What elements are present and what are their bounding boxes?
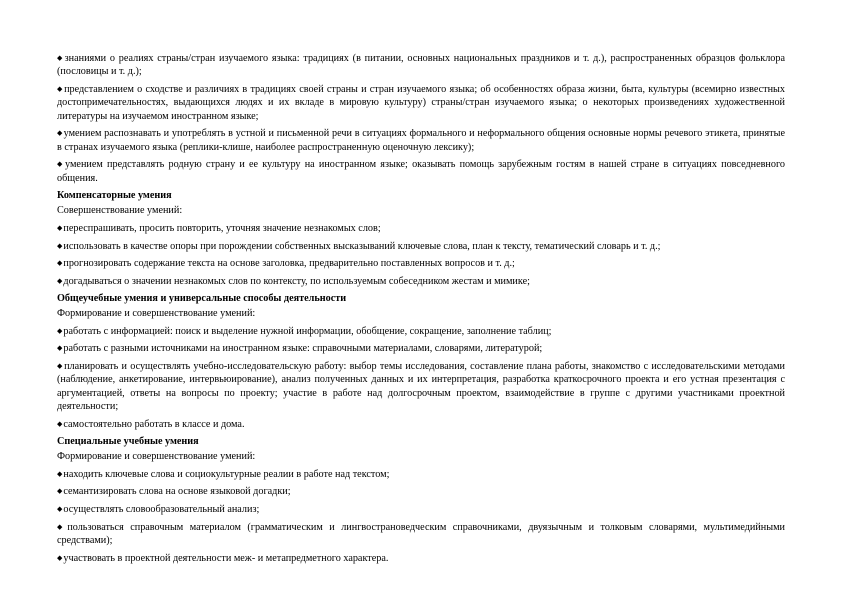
diamond-bullet-icon: ◆ xyxy=(57,326,63,335)
bullet-paragraph xyxy=(57,127,785,154)
bullet-text: представлением о сходстве и различиях в традициях своей страны и стран изучаемого языка; об особенностях образа жизни, быта, культуры (всемирно известных достопримечательностях, выдающихся людях и их вкладе в мировую культуру) страны/стран изучаемого языка; о некоторых произведениях художественной литературы на изучаемом иностранном языке; xyxy=(57,84,785,122)
diamond-bullet-icon: ◆ xyxy=(57,419,63,428)
diamond-bullet-icon: ◆ xyxy=(57,553,63,562)
document-page xyxy=(57,52,785,569)
diamond-bullet-icon: ◆ xyxy=(57,487,63,496)
bullet-text: семантизировать слова на основе языковой догадки; xyxy=(63,486,291,498)
bullet-paragraph xyxy=(57,52,785,79)
bullet-paragraph xyxy=(57,503,785,516)
section-subheading: Формирование и совершенствование умений: xyxy=(57,308,256,320)
bullet-paragraph xyxy=(57,468,785,481)
bullet-text: работать с информацией: поиск и выделение нужной информации, обобщение, сокращение, заполнение таблиц; xyxy=(63,325,552,337)
bullet-text: самостоятельно работать в классе и дома. xyxy=(63,418,245,430)
bullet-paragraph xyxy=(57,325,785,338)
bullet-paragraph xyxy=(57,360,785,414)
bullet-paragraph xyxy=(57,418,785,431)
diamond-bullet-icon: ◆ xyxy=(57,160,65,169)
bullet-text: планировать и осуществлять учебно-исследовательскую работу: выбор темы исследования, составление плана работы, знакомство с исследовательскими методами (наблюдение, анкетирование, интервьюирование), анализ полученных данных и их интерпретация, разработка краткосрочного проекта и его устная презентация с аргументацией, ответы на вопросы по проекту; участие в работе над долгосрочным проектом, взаимодействие в группе с другими участниками проектной деятельности; xyxy=(57,360,785,413)
bullet-text: догадываться о значении незнакомых слов по контексту, по используемым собеседником жестам и мимике; xyxy=(63,275,530,287)
bullet-text: умением представлять родную страну и ее культуру на иностранном языке; оказывать помощь зарубежным гостям в нашей стране в ситуациях повседневного общения. xyxy=(57,159,785,184)
bullet-paragraph xyxy=(57,158,785,185)
bullet-text: участвовать в проектной деятельности меж- и метапредметного характера. xyxy=(63,552,389,564)
bullet-text: прогнозировать содержание текста на основе заголовка, предварительно поставленных вопросов и т. д.; xyxy=(63,258,515,270)
diamond-bullet-icon: ◆ xyxy=(57,276,63,285)
bullet-paragraph xyxy=(57,222,785,235)
bullet-text: использовать в качестве опоры при порождении собственных высказываний ключевые слова, план к тексту, тематический словарь и т. д.; xyxy=(63,240,661,252)
section-heading: Общеучебные умения и универсальные способы деятельности xyxy=(57,293,347,305)
bullet-text: осуществлять словообразовательный анализ; xyxy=(63,504,260,516)
diamond-bullet-icon: ◆ xyxy=(57,505,63,514)
diamond-bullet-icon: ◆ xyxy=(57,522,67,531)
bullet-paragraph xyxy=(57,552,785,565)
section-subheading: Формирование и совершенствование умений: xyxy=(57,451,256,463)
bullet-text: знаниями о реалиях страны/стран изучаемого языка: традициях (в питании, основных национальных праздников и т. д.), распространенных образцов фольклора (пословицы и т. д.); xyxy=(57,53,785,78)
bullet-paragraph xyxy=(57,240,785,253)
bullet-text: умением распознавать и употреблять в устной и письменной речи в ситуациях формального и неформального общения основные нормы речевого этикета, принятые в странах изучаемого языка (реплики-клише, наиболее распространенную оценочную лексику); xyxy=(57,128,785,153)
diamond-bullet-icon: ◆ xyxy=(57,259,63,268)
diamond-bullet-icon: ◆ xyxy=(57,129,63,138)
section-subheading: Совершенствование умений: xyxy=(57,205,183,217)
section-heading: Компенсаторные умения xyxy=(57,190,172,202)
bullet-text: работать с разными источниками на иностранном языке: справочными материалами, словарями, литературой; xyxy=(63,343,543,355)
bullet-paragraph xyxy=(57,342,785,355)
diamond-bullet-icon: ◆ xyxy=(57,223,63,232)
diamond-bullet-icon: ◆ xyxy=(57,54,64,62)
bullet-text: пользоваться справочным материалом (грамматическим и лингвострановедческим справочниками, двуязычным и толковым словарями, мультимедийными средствами); xyxy=(57,521,785,547)
bullet-text: переспрашивать, просить повторить, уточняя значение незнакомых слов; xyxy=(63,222,381,234)
section-heading: Специальные учебные умения xyxy=(57,436,199,448)
bullet-text: находить ключевые слова и социокультурные реалии в работе над текстом; xyxy=(63,468,390,480)
diamond-bullet-icon: ◆ xyxy=(57,344,63,353)
bullet-paragraph xyxy=(57,521,785,548)
bullet-paragraph xyxy=(57,275,785,288)
bullet-paragraph xyxy=(57,257,785,270)
diamond-bullet-icon: ◆ xyxy=(57,241,63,250)
bullet-paragraph xyxy=(57,83,785,123)
diamond-bullet-icon: ◆ xyxy=(57,469,63,478)
diamond-bullet-icon: ◆ xyxy=(57,85,64,93)
diamond-bullet-icon: ◆ xyxy=(57,361,64,370)
bullet-paragraph xyxy=(57,485,785,498)
